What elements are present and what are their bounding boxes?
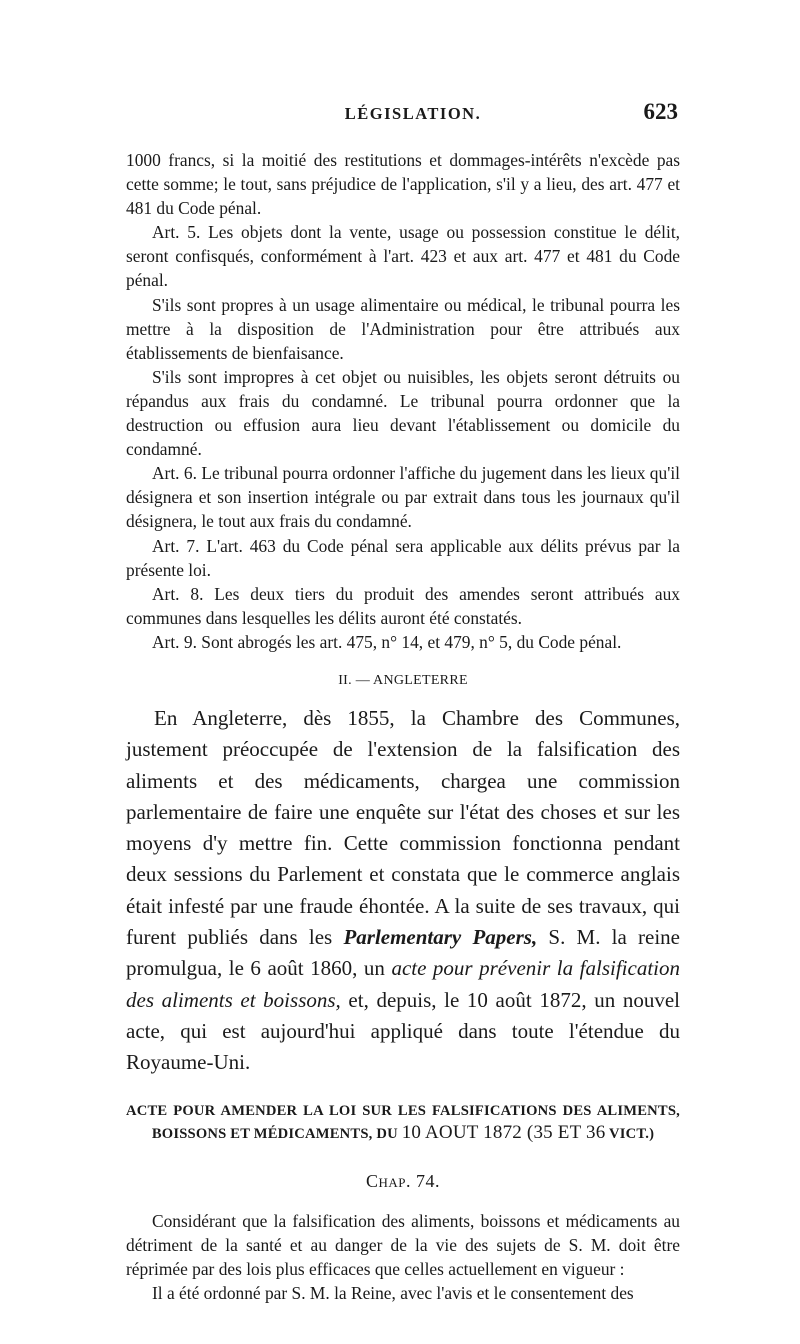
- paragraph-art-8: Art. 8. Les deux tiers du produit des amendes seront attribués aux communes dans lesquelles les délits auront été constatés.: [126, 583, 680, 628]
- text-run: En Angleterre, dès 1855, la Chambre des Communes, justement préoccupée de l'extension de la falsification des aliments et des médicaments, chargea une commission parlementaire de faire une enquête sur l'état des choses et sur les moyens d'y mettre fin. Cette commission fonctionna pendant deux sessions du Parlement et constata que le commerce anglais était infesté par une fraude éhontée. A la suite de ses travaux, qui furent publiés dans les: [126, 705, 680, 950]
- paragraph-art-6: Art. 6. Le tribunal pourra ordonner l'affiche du jugement dans les lieux qu'il désignera et son insertion intégrale ou par extrait dans tous les journaux qu'il désignera, le tout aux frais du condamné.: [126, 463, 680, 532]
- page-header: [148, 99, 678, 140]
- act-text-block: [126, 1209, 680, 1305]
- paragraph-impropres: S'ils sont impropres à cet objet ou nuisibles, les objets seront détruits ou répandus aux frais du condamné. Le tribunal pourra ordonner que la destruction ou effusion aura lieu devant l'établissement ou domicile du condamné.: [126, 366, 680, 460]
- chapter-heading: Chap. 74.: [365, 1170, 440, 1191]
- paragraph-usage-alimentaire: S'ils sont propres à un usage alimentaire ou médical, le tribunal pourra les mettre à la disposition de l'Administration pour être attribués aux établissements de bienfaisance.: [126, 294, 680, 363]
- page-body: [126, 148, 680, 1305]
- italic-act-name: acte pour prévenir la falsification des aliments et boissons,: [126, 956, 680, 1012]
- section-heading: II. — ANGLETERRE: [338, 672, 468, 688]
- paragraph-art-7: Art. 7. L'art. 463 du Code pénal sera applicable aux délits prévus par la présente loi.: [126, 535, 680, 580]
- text-run: S. M. la reine promulgua, le 6 août 1860, un: [126, 925, 680, 981]
- law-articles-block: [126, 148, 680, 654]
- text-run: et, depuis, le 10 août 1872, un nouvel acte, qui est aujourd'hui appliqué dans toute l'étendue du Royaume-Uni.: [126, 987, 680, 1075]
- paragraph-art-9: Art. 9. Sont abrogés les art. 475, n° 14, et 479, n° 5, du Code pénal.: [152, 631, 622, 652]
- main-text-block: [126, 703, 680, 1079]
- paragraph-ordonne: Il a été ordonné par S. M. la Reine, avec l'avis et le consentement des: [152, 1282, 634, 1303]
- act-title: [126, 1101, 680, 1145]
- paragraph-art-5: Art. 5. Les objets dont la vente, usage ou possession constitue le délit, seront confisqués, conformément à l'art. 423 et aux art. 477 et 481 du Code pénal.: [126, 222, 680, 291]
- act-title-text: ACTE POUR AMENDER LA LOI SUR LES FALSIFICATIONS DES ALIMENTS, BOISSONS ET MÉDICAMENTS, DU: [126, 1102, 680, 1142]
- paragraph-angleterre: [126, 703, 680, 1079]
- act-title-tail: VICT.): [605, 1125, 655, 1142]
- running-head: LÉGISLATION.: [344, 104, 482, 123]
- paragraph-considerant: Considérant que la falsification des aliments, boissons et médicaments au détriment de la santé et au danger de la vie des sujets de S. M. doit être réprimée par des lois plus efficaces que celles actuellement en vigueur :: [126, 1210, 680, 1279]
- paragraph-continued: 1000 francs, si la moitié des restitutions et dommages-intérêts n'excède pas cette somme; le tout, sans préjudice de l'application, s'il y a lieu, des art. 477 et 481 du Code pénal.: [126, 150, 680, 219]
- act-title-date: 10 AOUT 1872 (35 ET 36: [401, 1121, 606, 1143]
- page-number: 623: [643, 99, 678, 124]
- italic-title: Parlementary Papers,: [343, 925, 538, 950]
